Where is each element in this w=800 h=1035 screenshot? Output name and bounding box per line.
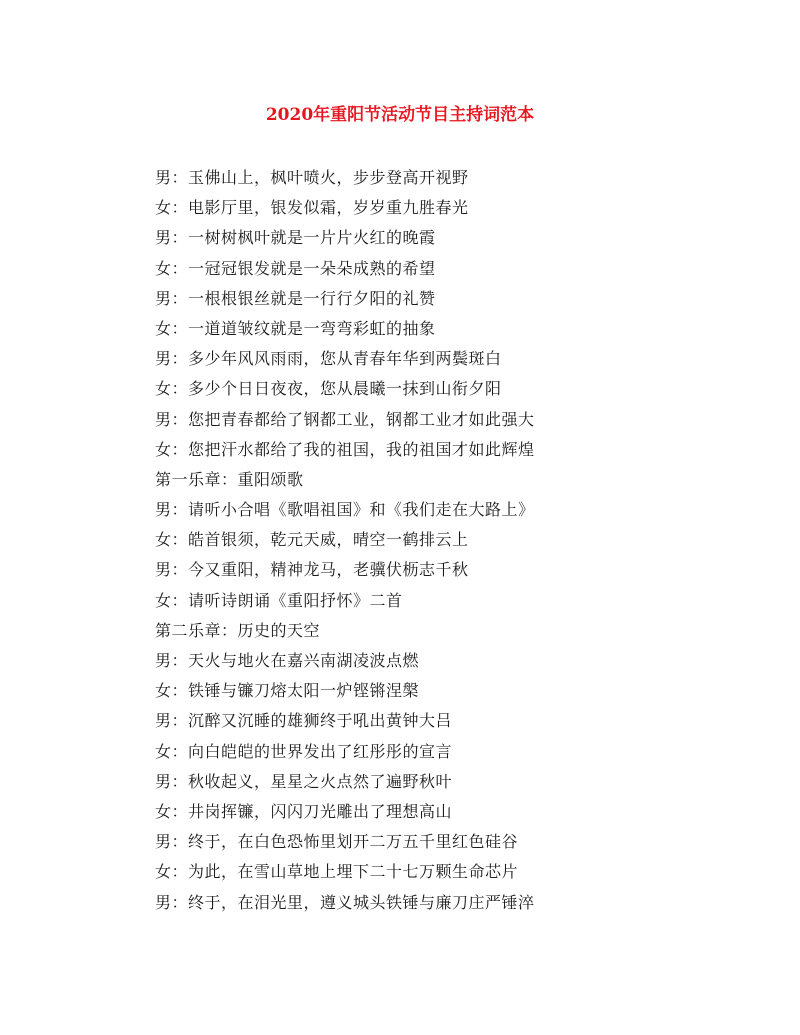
script-line: 女：一道道皱纹就是一弯弯彩虹的抽象 — [155, 318, 436, 338]
script-line: 男：秋收起义，星星之火点然了遍野秋叶 — [155, 771, 453, 791]
script-line: 女：电影厅里，银发似霜，岁岁重九胜春光 — [155, 198, 469, 218]
script-line: 女：一冠冠银发就是一朵朵成熟的希望 — [155, 258, 436, 278]
script-line: 男：请听小合唱《歌唱祖国》和《我们走在大路上》 — [155, 500, 535, 520]
script-line: 第二乐章：历史的天空 — [155, 620, 321, 640]
script-line: 男：一根根银丝就是一行行夕阳的礼赞 — [155, 288, 436, 308]
script-line: 女：请听诗朗诵《重阳抒怀》二首 — [155, 590, 403, 610]
script-line: 男：一树树枫叶就是一片片火红的晚霞 — [155, 228, 436, 248]
script-line: 男：您把青春都给了钢都工业，钢都工业才如此强大 — [155, 409, 535, 429]
script-line: 第一乐章：重阳颂歌 — [155, 469, 304, 489]
script-line: 男：玉佛山上，枫叶喷火，步步登高开视野 — [155, 168, 469, 187]
script-line: 女：向白皑皑的世界发出了红彤彤的宣言 — [155, 741, 453, 761]
document-title: 2020年重阳节活动节目主持词范本 — [265, 105, 535, 125]
script-line: 男：终于，在泪光里，遵义城头铁锤与廉刀庄严锤淬 — [155, 892, 535, 912]
script-line: 女：您把汗水都给了我的祖国，我的祖国才如此辉煌 — [155, 439, 535, 459]
script-line: 女：铁锤与镰刀熔太阳一炉铿锵涅槃 — [155, 681, 420, 701]
script-line: 女：井岗挥镰，闪闪刀光雕出了理想高山 — [155, 801, 453, 821]
script-line: 女：多少个日日夜夜，您从晨曦一抹到山衔夕阳 — [155, 379, 502, 399]
script-line: 男：终于，在白色恐怖里划开二万五千里红色硅谷 — [155, 832, 519, 852]
script-line: 女：皓首银须，乾元天威，晴空一鹤排云上 — [155, 530, 469, 550]
script-line: 男：今又重阳，精神龙马，老骥伏枥志千秋 — [155, 560, 469, 580]
script-line: 男：多少年风风雨雨，您从青春年华到两鬓斑白 — [155, 349, 502, 369]
script-line: 女：为此，在雪山草地上埋下二十七万颗生命芯片 — [155, 862, 519, 882]
script-line: 男：沉醉又沉睡的雄狮终于吼出黄钟大吕 — [155, 711, 453, 731]
script-line: 男：天火与地火在嘉兴南湖凌波点燃 — [155, 651, 420, 670]
script-lines — [155, 163, 755, 918]
